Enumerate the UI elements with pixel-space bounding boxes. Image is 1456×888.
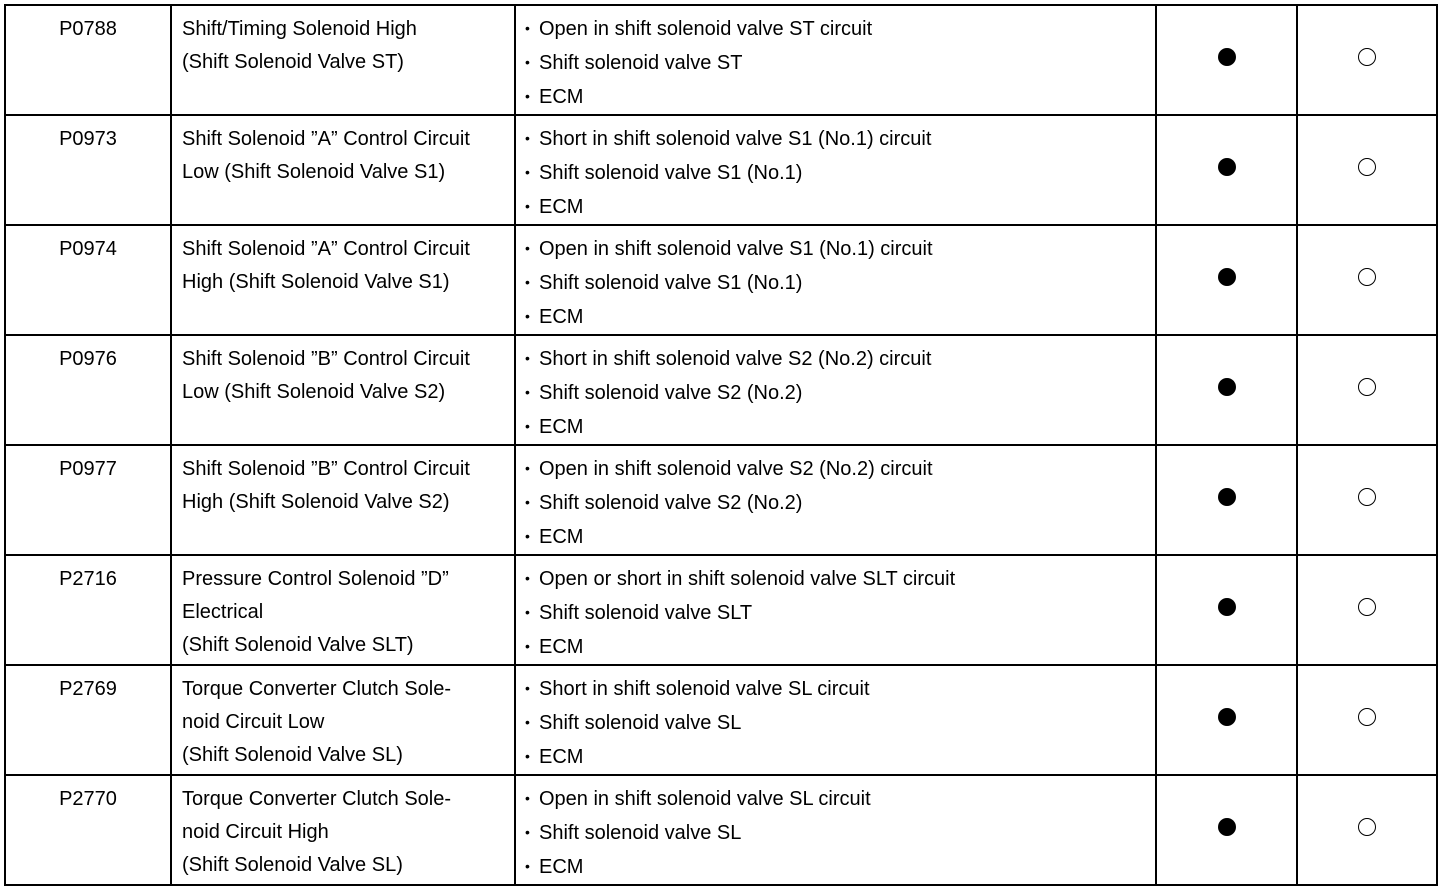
table-row (5, 445, 1437, 555)
trouble-area-text: Open or short in shift solenoid valve SLT circuit (539, 568, 956, 590)
trouble-area-text: Open in shift solenoid valve S2 (No.2) circuit (539, 458, 933, 480)
trouble-area-text: ECM (539, 306, 584, 328)
memory-cell (1297, 445, 1437, 555)
detection-item-line: (Shift Solenoid Valve SL) (182, 854, 403, 876)
mil-cell (1156, 5, 1297, 115)
detection-item-line: Torque Converter Clutch Sole- (182, 678, 452, 700)
detection-item-cell (171, 555, 515, 665)
dtc-code: P0976 (59, 348, 117, 370)
detection-item-cell (171, 225, 515, 335)
bullet-icon: • (525, 418, 530, 434)
dtc-code-cell (5, 775, 171, 885)
detection-item-line: Torque Converter Clutch Sole- (182, 788, 452, 810)
table-row (5, 5, 1437, 115)
trouble-area-item (525, 452, 1155, 486)
trouble-area-text: ECM (539, 856, 584, 878)
trouble-area-cell (515, 115, 1156, 225)
bullet-icon: • (525, 54, 530, 70)
detection-item-line: (Shift Solenoid Valve ST) (182, 51, 404, 73)
trouble-area-item (525, 232, 1155, 266)
trouble-area-item (525, 706, 1155, 740)
bullet-icon: • (525, 494, 530, 510)
trouble-area-text: ECM (539, 526, 584, 548)
trouble-area-item (525, 596, 1155, 630)
trouble-area-item (525, 410, 1155, 444)
mil-cell (1156, 115, 1297, 225)
dtc-code-cell (5, 115, 171, 225)
dtc-code: P0973 (59, 128, 117, 150)
trouble-area-item (525, 376, 1155, 410)
open-circle-icon (1358, 48, 1376, 66)
filled-circle-icon (1218, 378, 1236, 396)
trouble-area-cell (515, 775, 1156, 885)
bullet-icon: • (525, 20, 530, 36)
dtc-code: P0788 (59, 18, 117, 40)
trouble-area-cell (515, 555, 1156, 665)
trouble-area-text: Shift solenoid valve S1 (No.1) (539, 162, 803, 184)
trouble-area-text: Short in shift solenoid valve S2 (No.2) circuit (539, 348, 932, 370)
open-circle-icon (1358, 818, 1376, 836)
trouble-area-text: ECM (539, 746, 584, 768)
trouble-area-text: ECM (539, 636, 584, 658)
memory-cell (1297, 335, 1437, 445)
memory-cell (1297, 115, 1437, 225)
open-circle-icon (1358, 488, 1376, 506)
bullet-icon: • (525, 714, 530, 730)
trouble-area-text: Shift solenoid valve S2 (No.2) (539, 492, 803, 514)
detection-item-line: High (Shift Solenoid Valve S2) (182, 491, 450, 513)
bullet-icon: • (525, 680, 530, 696)
bullet-icon: • (525, 130, 530, 146)
trouble-area-item (525, 342, 1155, 376)
dtc-code-cell (5, 335, 171, 445)
trouble-area-cell (515, 665, 1156, 775)
table-row (5, 335, 1437, 445)
filled-circle-icon (1218, 48, 1236, 66)
trouble-area-item (525, 156, 1155, 190)
trouble-area-item (525, 46, 1155, 80)
table-row (5, 775, 1437, 885)
trouble-area-text: Shift solenoid valve SL (539, 712, 742, 734)
memory-cell (1297, 5, 1437, 115)
trouble-area-text: Open in shift solenoid valve ST circuit (539, 18, 873, 40)
bullet-icon: • (525, 604, 530, 620)
dtc-code: P0974 (59, 238, 117, 260)
mil-cell (1156, 445, 1297, 555)
mil-cell (1156, 335, 1297, 445)
dtc-code: P2769 (59, 678, 117, 700)
memory-cell (1297, 225, 1437, 335)
trouble-area-text: Open in shift solenoid valve SL circuit (539, 788, 871, 810)
trouble-area-item (525, 122, 1155, 156)
detection-item-line: (Shift Solenoid Valve SL) (182, 744, 403, 766)
dtc-code-cell (5, 225, 171, 335)
trouble-area-item (525, 190, 1155, 224)
mil-cell (1156, 775, 1297, 885)
bullet-icon: • (525, 350, 530, 366)
detection-item-line: Shift Solenoid ”B” Control Circuit (182, 458, 470, 480)
detection-item-cell (171, 665, 515, 775)
trouble-area-cell (515, 335, 1156, 445)
bullet-icon: • (525, 790, 530, 806)
detection-item-cell (171, 445, 515, 555)
bullet-icon: • (525, 308, 530, 324)
filled-circle-icon (1218, 488, 1236, 506)
bullet-icon: • (525, 198, 530, 214)
trouble-area-text: Shift solenoid valve ST (539, 52, 743, 74)
trouble-area-cell (515, 225, 1156, 335)
bullet-icon: • (525, 748, 530, 764)
detection-item-cell (171, 115, 515, 225)
trouble-area-item (525, 266, 1155, 300)
detection-item-cell (171, 5, 515, 115)
trouble-area-text: Short in shift solenoid valve SL circuit (539, 678, 870, 700)
trouble-area-text: Shift solenoid valve SLT (539, 602, 753, 624)
filled-circle-icon (1218, 158, 1236, 176)
trouble-area-item (525, 672, 1155, 706)
bullet-icon: • (525, 638, 530, 654)
open-circle-icon (1358, 268, 1376, 286)
mil-cell (1156, 555, 1297, 665)
trouble-area-item (525, 816, 1155, 850)
bullet-icon: • (525, 240, 530, 256)
trouble-area-item (525, 520, 1155, 554)
bullet-icon: • (525, 858, 530, 874)
bullet-icon: • (525, 164, 530, 180)
bullet-icon: • (525, 528, 530, 544)
trouble-area-text: ECM (539, 416, 584, 438)
trouble-area-item (525, 486, 1155, 520)
trouble-area-item (525, 782, 1155, 816)
trouble-area-item (525, 740, 1155, 774)
trouble-area-text: Shift solenoid valve SL (539, 822, 742, 844)
dtc-code: P2770 (59, 788, 117, 810)
bullet-icon: • (525, 384, 530, 400)
mil-cell (1156, 665, 1297, 775)
detection-item-line: High (Shift Solenoid Valve S1) (182, 271, 450, 293)
detection-item-cell (171, 775, 515, 885)
memory-cell (1297, 555, 1437, 665)
trouble-area-text: Short in shift solenoid valve S1 (No.1) circuit (539, 128, 932, 150)
open-circle-icon (1358, 378, 1376, 396)
dtc-table (4, 4, 1438, 886)
bullet-icon: • (525, 460, 530, 476)
trouble-area-text: Shift solenoid valve S2 (No.2) (539, 382, 803, 404)
dtc-code: P2716 (59, 568, 117, 590)
open-circle-icon (1358, 158, 1376, 176)
detection-item-line: Low (Shift Solenoid Valve S2) (182, 381, 446, 403)
table-row (5, 665, 1437, 775)
detection-item-line: noid Circuit Low (182, 711, 325, 733)
memory-cell (1297, 775, 1437, 885)
trouble-area-item (525, 12, 1155, 46)
trouble-area-cell (515, 5, 1156, 115)
filled-circle-icon (1218, 708, 1236, 726)
dtc-code: P0977 (59, 458, 117, 480)
dtc-table-body (5, 5, 1437, 885)
detection-item-line: Shift Solenoid ”B” Control Circuit (182, 348, 470, 370)
bullet-icon: • (525, 274, 530, 290)
detection-item-line: Electrical (182, 601, 264, 623)
dtc-code-cell (5, 555, 171, 665)
trouble-area-item (525, 300, 1155, 334)
trouble-area-text: Shift solenoid valve S1 (No.1) (539, 272, 803, 294)
detection-item-line: noid Circuit High (182, 821, 329, 843)
detection-item-line: Pressure Control Solenoid ”D” (182, 568, 449, 590)
detection-item-line: Shift/Timing Solenoid High (182, 18, 417, 40)
filled-circle-icon (1218, 268, 1236, 286)
table-row (5, 225, 1437, 335)
filled-circle-icon (1218, 598, 1236, 616)
dtc-code-cell (5, 5, 171, 115)
trouble-area-text: Open in shift solenoid valve S1 (No.1) circuit (539, 238, 933, 260)
trouble-area-item (525, 850, 1155, 884)
mil-cell (1156, 225, 1297, 335)
trouble-area-item (525, 80, 1155, 114)
open-circle-icon (1358, 598, 1376, 616)
trouble-area-item (525, 562, 1155, 596)
bullet-icon: • (525, 570, 530, 586)
table-row (5, 115, 1437, 225)
filled-circle-icon (1218, 818, 1236, 836)
table-row (5, 555, 1437, 665)
trouble-area-item (525, 630, 1155, 664)
trouble-area-text: ECM (539, 196, 584, 218)
bullet-icon: • (525, 824, 530, 840)
detection-item-line: (Shift Solenoid Valve SLT) (182, 634, 414, 656)
dtc-code-cell (5, 445, 171, 555)
detection-item-cell (171, 335, 515, 445)
memory-cell (1297, 665, 1437, 775)
trouble-area-text: ECM (539, 86, 584, 108)
open-circle-icon (1358, 708, 1376, 726)
detection-item-line: Shift Solenoid ”A” Control Circuit (182, 238, 470, 260)
detection-item-line: Low (Shift Solenoid Valve S1) (182, 161, 446, 183)
trouble-area-cell (515, 445, 1156, 555)
dtc-code-cell (5, 665, 171, 775)
bullet-icon: • (525, 88, 530, 104)
detection-item-line: Shift Solenoid ”A” Control Circuit (182, 128, 470, 150)
